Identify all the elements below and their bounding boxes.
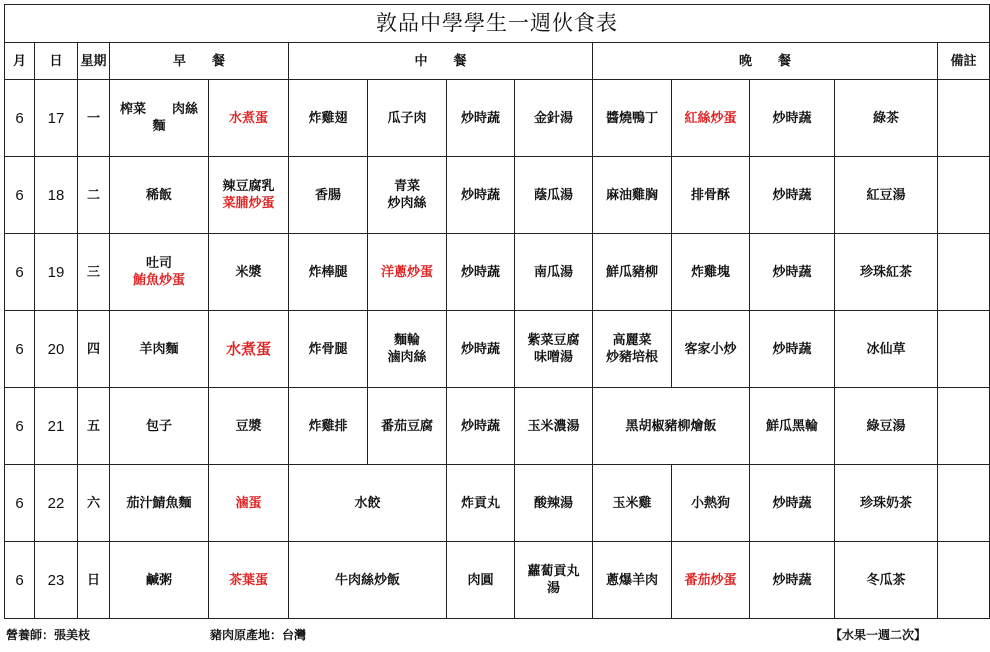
dish-text: 珍珠紅茶 xyxy=(859,264,912,280)
dinner-drink-cell xyxy=(835,388,938,465)
dish-text: 綠茶 xyxy=(872,110,899,126)
dish-text: 鮮瓜豬柳 xyxy=(605,264,658,280)
menu-row xyxy=(5,542,990,619)
dish-text: 炒時蔬 xyxy=(460,264,500,280)
dinner-dish-2-cell xyxy=(672,311,750,388)
breakfast-side-cell xyxy=(209,311,289,388)
lunch-dish-3-cell xyxy=(447,157,515,234)
lunch-dish-3-cell xyxy=(447,80,515,157)
month-cell: 6 xyxy=(5,234,35,311)
dinner-drink-cell xyxy=(835,157,938,234)
header-breakfast: 早 餐 xyxy=(110,43,289,80)
dinner-dish-3-cell xyxy=(750,157,835,234)
lunch-dish-1-cell xyxy=(289,157,368,234)
breakfast-main-cell xyxy=(110,157,209,234)
header-remarks: 備註 xyxy=(938,43,990,80)
dinner-dish-1-cell xyxy=(593,311,672,388)
dish-text: 小熱狗 xyxy=(690,495,730,511)
dish-text: 豆漿 xyxy=(235,418,262,434)
day-cell: 20 xyxy=(35,311,78,388)
weekday-cell: 四 xyxy=(78,311,110,388)
breakfast-side-cell xyxy=(209,80,289,157)
breakfast-main-cell xyxy=(110,388,209,465)
dish-text: 綠豆湯 xyxy=(866,418,906,434)
lunch-combined-cell xyxy=(289,542,447,619)
dish-text: 炒肉絲 xyxy=(387,196,427,211)
dish-text: 炸棒腿 xyxy=(308,264,348,280)
dinner-combined-cell xyxy=(593,388,750,465)
dish-text: 炸雞排 xyxy=(308,418,348,434)
dish-text: 牛肉絲炒飯 xyxy=(334,572,400,588)
pork-origin-note: 豬肉原產地：台灣 xyxy=(210,628,307,642)
dish-text: 炒時蔬 xyxy=(460,418,500,434)
weekday-cell: 五 xyxy=(78,388,110,465)
dish-text: 茄汁鯖魚麵 xyxy=(126,495,192,511)
dinner-dish-2-cell xyxy=(672,542,750,619)
dinner-dish-3-cell xyxy=(750,465,835,542)
weekday-cell: 三 xyxy=(78,234,110,311)
dinner-dish-3-cell xyxy=(750,388,835,465)
dinner-dish-2-cell xyxy=(672,234,750,311)
dinner-drink-cell xyxy=(835,80,938,157)
dish-text: 炒豬培根 xyxy=(605,350,658,365)
dinner-dish-1-cell xyxy=(593,234,672,311)
dish-text: 冬瓜茶 xyxy=(866,572,906,588)
remarks-cell xyxy=(938,465,990,542)
lunch-soup-cell xyxy=(515,234,593,311)
dish-text: 高麗菜 xyxy=(612,333,652,348)
month-cell: 6 xyxy=(5,388,35,465)
dish-text: 蔭瓜湯 xyxy=(533,187,573,203)
breakfast-side-cell xyxy=(209,465,289,542)
header-dinner: 晚 餐 xyxy=(593,43,938,80)
lunch-dish-2-cell xyxy=(368,388,447,465)
header-month: 月 xyxy=(5,43,35,80)
day-cell: 18 xyxy=(35,157,78,234)
dish-text: 南瓜湯 xyxy=(533,264,573,280)
menu-row xyxy=(5,234,990,311)
dish-text: 蘿蔔貢丸 xyxy=(527,564,580,579)
lunch-soup-cell xyxy=(515,542,593,619)
month-cell: 6 xyxy=(5,465,35,542)
lunch-dish-1-cell xyxy=(289,388,368,465)
dinner-dish-1-cell xyxy=(593,465,672,542)
month-cell: 6 xyxy=(5,311,35,388)
dish-text: 香腸 xyxy=(314,187,341,203)
dietitian-note: 營養師：張美枝 xyxy=(6,628,91,642)
dish-text: 紅豆湯 xyxy=(866,187,906,203)
dinner-drink-cell xyxy=(835,542,938,619)
dish-text: 炒時蔬 xyxy=(772,110,812,126)
dish-text: 水煮蛋 xyxy=(225,339,271,358)
menu-row xyxy=(5,465,990,542)
remarks-cell xyxy=(938,157,990,234)
header-lunch: 中 餐 xyxy=(289,43,593,80)
dish-text: 滷蛋 xyxy=(235,495,262,511)
dish-text: 客家小炒 xyxy=(684,341,737,357)
dish-text: 水餃 xyxy=(354,495,381,511)
header-weekday: 星期 xyxy=(78,43,110,80)
day-cell: 23 xyxy=(35,542,78,619)
breakfast-main-cell xyxy=(110,80,209,157)
dish-text: 排骨酥 xyxy=(690,187,730,203)
dish-text: 炒時蔬 xyxy=(772,341,812,357)
dish-text: 炒時蔬 xyxy=(460,110,500,126)
dish-text: 炸雞塊 xyxy=(690,264,730,280)
dish-text: 洋蔥炒蛋 xyxy=(380,264,433,280)
menu-row xyxy=(5,388,990,465)
dinner-drink-cell xyxy=(835,465,938,542)
dinner-dish-2-cell xyxy=(672,157,750,234)
breakfast-side-cell xyxy=(209,542,289,619)
lunch-dish-2-cell xyxy=(368,234,447,311)
dish-text: 辣豆腐乳 xyxy=(222,179,275,194)
dish-text: 湯 xyxy=(546,581,560,596)
breakfast-side-cell xyxy=(209,157,289,234)
fruit-note: 【水果一週二次】 xyxy=(830,628,927,642)
weekly-menu-table xyxy=(4,4,990,619)
lunch-dish-1-cell xyxy=(289,311,368,388)
dish-text: 玉米濃湯 xyxy=(527,418,580,434)
dish-text: 水煮蛋 xyxy=(228,110,268,126)
dish-text: 炸貢丸 xyxy=(460,495,500,511)
dish-text: 紅絲炒蛋 xyxy=(684,110,737,126)
dish-text: 麵 xyxy=(152,119,166,134)
remarks-cell xyxy=(938,311,990,388)
dinner-drink-cell xyxy=(835,311,938,388)
lunch-dish-1-cell xyxy=(289,234,368,311)
menu-row xyxy=(5,80,990,157)
dish-text: 番茄豆腐 xyxy=(380,418,433,434)
dish-text: 稀飯 xyxy=(145,187,172,203)
dish-text: 鹹粥 xyxy=(145,572,172,588)
dish-text: 味噌湯 xyxy=(533,350,573,365)
dish-text: 茶葉蛋 xyxy=(228,572,268,588)
weekday-cell: 二 xyxy=(78,157,110,234)
lunch-dish-3-cell xyxy=(447,388,515,465)
dinner-dish-1-cell xyxy=(593,157,672,234)
dish-text: 番茄炒蛋 xyxy=(684,572,737,588)
lunch-dish-3-cell xyxy=(447,311,515,388)
menu-row xyxy=(5,311,990,388)
breakfast-main-cell xyxy=(110,234,209,311)
dish-text: 炒時蔬 xyxy=(772,264,812,280)
weekday-cell: 一 xyxy=(78,80,110,157)
lunch-dish-2-cell xyxy=(368,80,447,157)
remarks-cell xyxy=(938,234,990,311)
weekday-cell: 日 xyxy=(78,542,110,619)
lunch-combined-cell xyxy=(289,465,447,542)
dish-text: 金針湯 xyxy=(533,110,573,126)
lunch-soup-cell xyxy=(515,388,593,465)
dish-text: 麵輪 xyxy=(393,333,420,348)
lunch-soup-cell xyxy=(515,311,593,388)
dish-text: 包子 xyxy=(145,418,172,434)
dish-text: 麻油雞胸 xyxy=(605,187,658,203)
lunch-dish-3-cell xyxy=(447,234,515,311)
day-cell: 19 xyxy=(35,234,78,311)
remarks-cell xyxy=(938,388,990,465)
dish-text: 紫菜豆腐 xyxy=(527,333,580,348)
dish-text: 珍珠奶茶 xyxy=(859,495,912,511)
breakfast-main-cell xyxy=(110,542,209,619)
dinner-dish-3-cell xyxy=(750,80,835,157)
remarks-cell xyxy=(938,542,990,619)
dish-text: 瓜子肉 xyxy=(387,110,427,126)
dinner-dish-1-cell xyxy=(593,542,672,619)
lunch-dish-3-cell xyxy=(447,465,515,542)
dish-text: 吐司 xyxy=(145,256,172,271)
dish-text: 炒時蔬 xyxy=(772,495,812,511)
dish-text: 冰仙草 xyxy=(866,341,906,357)
dish-text: 鮮瓜黑輪 xyxy=(765,418,818,434)
day-cell: 17 xyxy=(35,80,78,157)
day-cell: 22 xyxy=(35,465,78,542)
dish-text: 醬燒鴨丁 xyxy=(605,110,658,126)
dinner-dish-1-cell xyxy=(593,80,672,157)
dish-text: 肉圓 xyxy=(467,572,494,588)
dish-text: 青菜 xyxy=(393,179,420,194)
header-row xyxy=(5,43,990,80)
dish-text: 炒時蔬 xyxy=(460,341,500,357)
lunch-dish-2-cell xyxy=(368,311,447,388)
dish-text: 鮪魚炒蛋 xyxy=(132,273,185,288)
dish-text: 菜脯炒蛋 xyxy=(222,196,275,211)
lunch-soup-cell xyxy=(515,157,593,234)
month-cell: 6 xyxy=(5,80,35,157)
dish-text: 炒時蔬 xyxy=(772,572,812,588)
dish-text: 滷肉絲 xyxy=(387,350,427,365)
dish-text: 炒時蔬 xyxy=(460,187,500,203)
dish-text: 黑胡椒豬柳燴飯 xyxy=(625,418,717,434)
dish-text: 炒時蔬 xyxy=(772,187,812,203)
dish-text: 羊肉麵 xyxy=(139,341,179,357)
month-cell: 6 xyxy=(5,157,35,234)
month-cell: 6 xyxy=(5,542,35,619)
dinner-dish-3-cell xyxy=(750,311,835,388)
menu-title: 敦品中學學生一週伙食表 xyxy=(5,5,990,43)
menu-row xyxy=(5,157,990,234)
lunch-soup-cell xyxy=(515,465,593,542)
remarks-cell xyxy=(938,80,990,157)
lunch-dish-3-cell xyxy=(447,542,515,619)
day-cell: 21 xyxy=(35,388,78,465)
breakfast-side-cell xyxy=(209,388,289,465)
lunch-dish-2-cell xyxy=(368,157,447,234)
dinner-drink-cell xyxy=(835,234,938,311)
dish-text: 榨菜 肉絲 xyxy=(119,102,198,117)
dish-text: 玉米雞 xyxy=(612,495,652,511)
dinner-dish-3-cell xyxy=(750,542,835,619)
dinner-dish-3-cell xyxy=(750,234,835,311)
dish-text: 蔥爆羊肉 xyxy=(605,572,658,588)
dinner-dish-2-cell xyxy=(672,465,750,542)
breakfast-main-cell xyxy=(110,311,209,388)
dinner-dish-2-cell xyxy=(672,80,750,157)
weekday-cell: 六 xyxy=(78,465,110,542)
breakfast-main-cell xyxy=(110,465,209,542)
lunch-soup-cell xyxy=(515,80,593,157)
header-day: 日 xyxy=(35,43,78,80)
dish-text: 酸辣湯 xyxy=(533,495,573,511)
dish-text: 炸骨腿 xyxy=(308,341,348,357)
dish-text: 米漿 xyxy=(235,264,262,280)
lunch-dish-1-cell xyxy=(289,80,368,157)
dish-text: 炸雞翅 xyxy=(308,110,348,126)
breakfast-side-cell xyxy=(209,234,289,311)
